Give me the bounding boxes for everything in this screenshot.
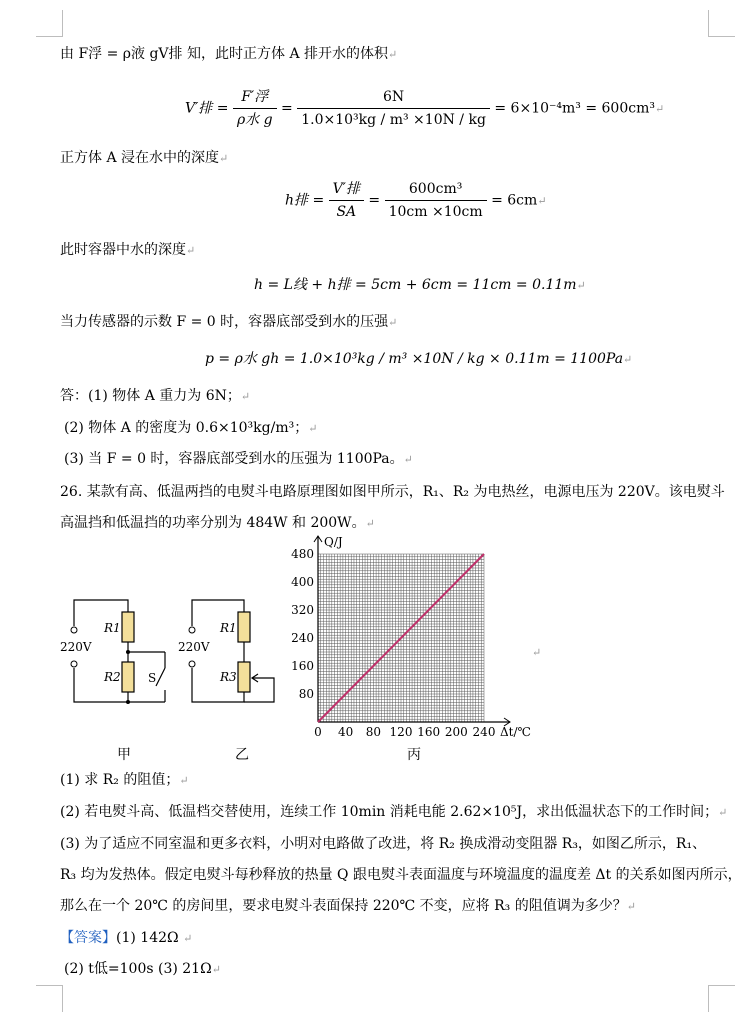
equation-volume: V′排 = $\frac{\text{F′浮}}{\text{ρ水 g}}$ = $\frac{6N}{\text{1.0×10³kg / m³ ×10N / kg}}$ = 6×10⁻⁴m³ = 600cm³↵: [185, 86, 664, 131]
y-tick-label: 240: [291, 631, 314, 645]
eq-rhs: = 6×10⁻⁴m³ = 600cm³: [494, 100, 655, 117]
answer-line: 答：(1) 物体 A 重力为 6N；↵: [60, 388, 251, 404]
answer-tag: 【答案】: [60, 930, 116, 946]
r1-label: R1: [220, 621, 237, 635]
circuit-diagram-yi: [178, 590, 283, 710]
eq-lhs: V′排 =: [185, 100, 229, 117]
q-vs-dt-chart: [284, 532, 540, 744]
y-tick-label: 320: [291, 603, 314, 617]
r1-label: R1: [104, 621, 121, 635]
x-tick-label: 0: [314, 725, 322, 739]
fraction: $\frac{\text{600cm³}}{10cm \times 10cm}$: [385, 178, 487, 223]
text-line: 当力传感器的示数 F = 0 时，容器底部受到水的压强↵: [60, 314, 398, 330]
equation-pressure: p = ρ水 gh = 1.0×10³kg / m³ ×10N / kg × 0.11m = 1100Pa↵: [205, 351, 633, 367]
sub-question: (1) 求 R₂ 的阻值；↵: [60, 772, 189, 788]
figure-label-yi: 乙: [235, 747, 249, 763]
x-tick-label: 160: [417, 725, 441, 739]
page-corner-mark: [708, 10, 735, 37]
sub-question: (3) 为了适应不同室温和更多衣料，小明对电路做了改进，将 R₂ 换成滑动变阻器 R₃，如图乙所示，R₁、: [60, 836, 707, 852]
voltage-label: 220V: [178, 640, 210, 654]
figure-label-jia: 甲: [117, 747, 131, 763]
answer-block: (2) t低=100s (3) 21Ω↵: [64, 961, 221, 977]
page-corner-mark: [708, 985, 735, 1012]
answer-line: (2) 物体 A 的密度为 0.6×10³kg/m³；↵: [64, 420, 318, 436]
switch-label: S: [148, 671, 157, 685]
text-line: 此时容器中水的深度↵: [60, 242, 196, 258]
figure-label-bing: 丙: [407, 747, 421, 763]
sub-question: (2) 若电熨斗高、低温档交替使用，连续工作 10min 消耗电能 2.62×10⁵J，求出低温状态下的工作时间；↵: [60, 804, 728, 820]
circuit-diagram-jia: [60, 590, 180, 710]
x-tick-label: 80: [365, 725, 381, 739]
x-tick-label: 200: [444, 725, 468, 739]
equation-depth: h排 = $\frac{\text{V′排}}{SA}$ = $\frac{\text{600cm³}}{10cm \times 10cm}$ = 6cm↵: [285, 178, 547, 223]
answer-block: 【答案】(1) 142Ω ↵: [60, 930, 193, 946]
x-axis-label: Δt/℃: [500, 725, 531, 739]
question-text: 高温挡和低温挡的功率分别为 484W 和 200W。↵: [60, 515, 375, 531]
x-tick-label: 240: [472, 725, 496, 739]
y-tick-label: 160: [291, 659, 314, 673]
y-tick-label: 480: [291, 547, 314, 561]
x-tick-label: 40: [338, 725, 354, 739]
fraction: $\frac{6N}{\text{1.0×10³kg / m³ ×10N / kg}}$: [297, 86, 490, 131]
x-tick-label: 120: [389, 725, 413, 739]
voltage-label: 220V: [60, 640, 92, 654]
r3-label: R3: [220, 670, 237, 684]
equation-water-depth: h = L线 + h排 = 5cm + 6cm = 11cm = 0.11m↵: [254, 277, 586, 293]
y-axis-label: Q/J: [324, 535, 343, 549]
text-line: 正方体 A 浸在水中的深度↵: [60, 150, 229, 166]
sub-question: R₃ 均为发热体。假定电熨斗每秒释放的热量 Q 跟电熨斗表面温度与环境温度的温度差 Δt 的关系如图丙所示，: [60, 867, 742, 883]
y-tick-label: 80: [298, 687, 314, 701]
fraction: $\frac{\text{F′浮}}{\text{ρ水 g}}$: [233, 86, 277, 131]
answer-line: (3) 当 F = 0 时，容器底部受到水的压强为 1100Pa。↵: [64, 451, 413, 467]
fraction: $\frac{\text{V′排}}{SA}$: [329, 178, 364, 223]
page-corner-mark: [36, 985, 63, 1012]
text-line: 由 F浮 = ρ液 gV排 知，此时正方体 A 排开水的体积↵: [60, 46, 398, 62]
page-corner-mark: [36, 10, 63, 37]
sub-question: 那么在一个 20℃ 的房间里，要求电熨斗表面保持 220℃ 不变，应将 R₃ 的阻值调为多少？↵: [60, 898, 636, 914]
r2-label: R2: [104, 670, 121, 684]
return-mark: ↵: [532, 646, 542, 659]
y-tick-label: 400: [291, 575, 314, 589]
question-text: 26. 某款有高、低温两挡的电熨斗电路原理图如图甲所示，R₁、R₂ 为电热丝，电源电压为 220V。该电熨斗: [60, 484, 725, 500]
